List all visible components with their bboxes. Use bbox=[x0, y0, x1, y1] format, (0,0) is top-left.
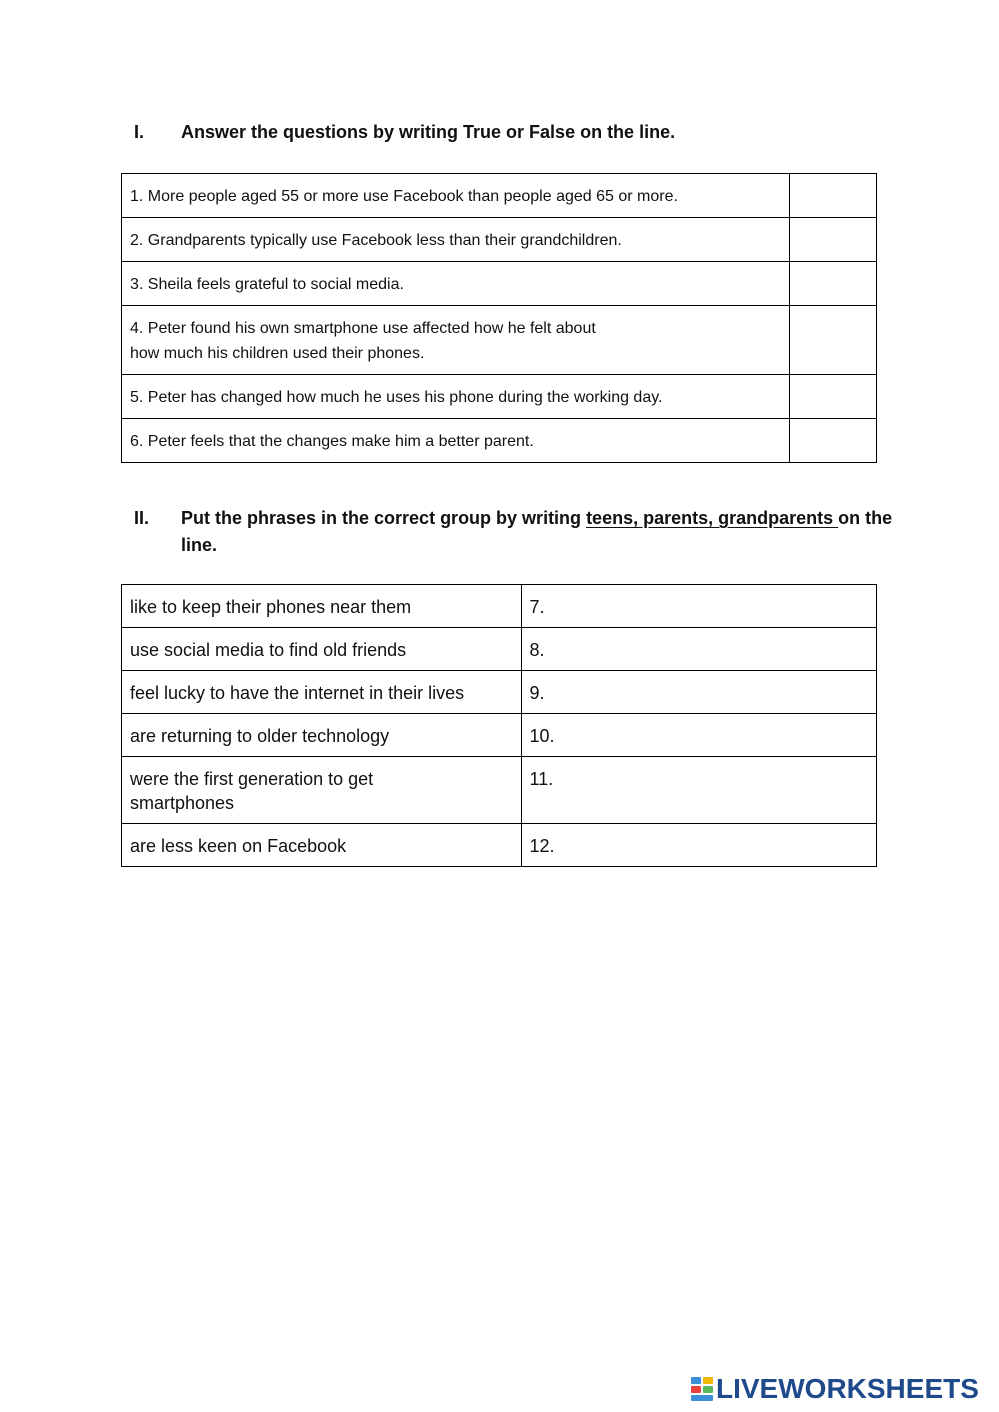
phrase-9: feel lucky to have the internet in their lives bbox=[122, 671, 522, 714]
answer-field-4[interactable] bbox=[789, 306, 876, 375]
table-row bbox=[122, 671, 877, 714]
table-row bbox=[122, 824, 877, 867]
table-row bbox=[122, 757, 877, 824]
answer-field-7[interactable]: 7. bbox=[521, 585, 876, 628]
table-row bbox=[122, 306, 877, 375]
answer-field-1[interactable] bbox=[789, 174, 876, 218]
section-2-instruction bbox=[181, 505, 894, 559]
phrase-8: use social media to find old friends bbox=[122, 628, 522, 671]
question-5: 5. Peter has changed how much he uses his phone during the working day. bbox=[122, 375, 790, 419]
table-row bbox=[122, 174, 877, 218]
question-1: 1. More people aged 55 or more use Facebook than people aged 65 or more. bbox=[122, 174, 790, 218]
table-row bbox=[122, 628, 877, 671]
section-2-heading bbox=[134, 505, 894, 559]
question-2: 2. Grandparents typically use Facebook less than their grandchildren. bbox=[122, 218, 790, 262]
true-false-table bbox=[121, 173, 877, 463]
answer-field-6[interactable] bbox=[789, 419, 876, 463]
table-row bbox=[122, 218, 877, 262]
phrase-11-line-1: were the first generation to get bbox=[130, 769, 374, 789]
grouping-table bbox=[121, 584, 877, 867]
answer-field-9[interactable]: 9. bbox=[521, 671, 876, 714]
question-4-line-2: how much his children used their phones. bbox=[130, 345, 425, 362]
question-6: 6. Peter feels that the changes make him a better parent. bbox=[122, 419, 790, 463]
table-row bbox=[122, 375, 877, 419]
section-1-numeral: I. bbox=[134, 122, 145, 142]
phrase-11 bbox=[122, 757, 522, 824]
question-4 bbox=[122, 306, 790, 375]
answer-field-5[interactable] bbox=[789, 375, 876, 419]
answer-field-2[interactable] bbox=[789, 218, 876, 262]
answer-field-3[interactable] bbox=[789, 262, 876, 306]
phrase-12: are less keen on Facebook bbox=[122, 824, 522, 867]
table-row bbox=[122, 262, 877, 306]
phrase-7: like to keep their phones near them bbox=[122, 585, 522, 628]
question-3: 3. Sheila feels grateful to social media. bbox=[122, 262, 790, 306]
liveworksheets-wordmark: LIVEWORKSHEETS bbox=[716, 1373, 979, 1404]
section-1-instruction: Answer the questions by writing True or False on the line. bbox=[181, 122, 676, 142]
section-1-heading bbox=[134, 119, 894, 146]
table-row bbox=[122, 714, 877, 757]
liveworksheets-mark-icon bbox=[691, 1377, 713, 1401]
answer-field-11[interactable]: 11. bbox=[521, 757, 876, 824]
liveworksheets-logo bbox=[691, 1374, 979, 1404]
section-2-numeral: II. bbox=[134, 508, 150, 528]
answer-field-12[interactable]: 12. bbox=[521, 824, 876, 867]
group-options: teens, parents, grandparents bbox=[586, 508, 839, 528]
phrase-11-line-2: smartphones bbox=[130, 793, 235, 813]
phrase-10: are returning to older technology bbox=[122, 714, 522, 757]
table-row bbox=[122, 585, 877, 628]
section-2-instruction-end: on the line. bbox=[181, 508, 893, 555]
answer-field-8[interactable]: 8. bbox=[521, 628, 876, 671]
answer-field-10[interactable]: 10. bbox=[521, 714, 876, 757]
section-2-instruction-start: Put the phrases in the correct group by writing bbox=[181, 508, 587, 528]
question-4-line-1: 4. Peter found his own smartphone use affected how he felt about bbox=[130, 320, 596, 337]
table-row bbox=[122, 419, 877, 463]
